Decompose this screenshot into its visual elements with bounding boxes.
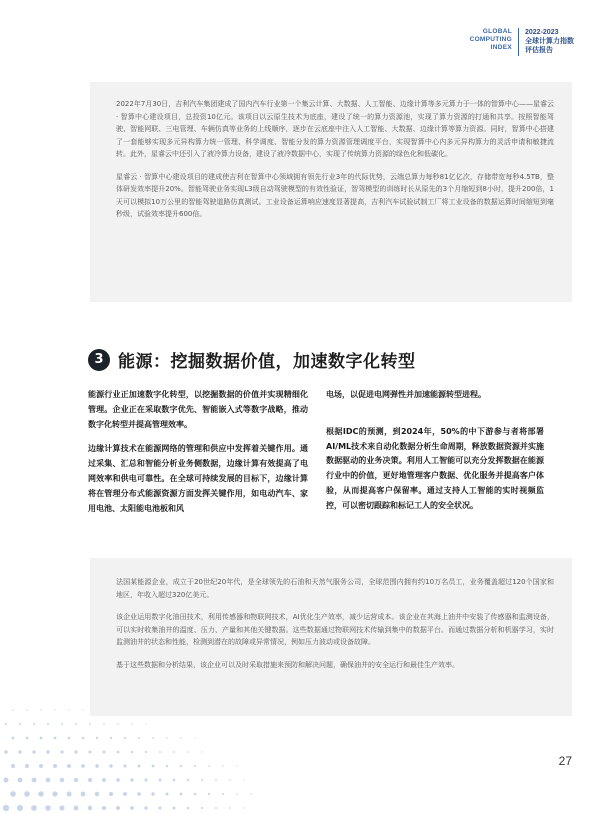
decorative-dot xyxy=(144,778,147,781)
decorative-dot xyxy=(18,778,23,783)
decorative-dot xyxy=(131,751,134,754)
decorative-dot xyxy=(68,709,69,710)
decorative-dot xyxy=(103,723,105,725)
decorative-dot xyxy=(95,764,99,768)
decorative-dot xyxy=(40,709,41,710)
decorative-dot xyxy=(130,778,133,781)
decorative-dot xyxy=(124,737,126,739)
decorative-dot xyxy=(137,764,140,767)
decorative-dot xyxy=(123,764,126,767)
decorative-dot xyxy=(180,793,183,796)
header-report-title xyxy=(519,28,574,55)
header-year: 2022-2023 xyxy=(525,29,559,36)
decorative-dot xyxy=(54,737,57,740)
decorative-dot xyxy=(158,806,161,809)
decorative-dot xyxy=(194,793,197,796)
decorative-dot xyxy=(82,737,85,740)
decorative-dot xyxy=(38,791,43,796)
decorative-dot xyxy=(75,723,77,725)
decorative-dot xyxy=(208,765,210,767)
section-number-badge: 3 xyxy=(88,349,110,371)
decorative-dot xyxy=(138,737,140,739)
body-right-paragraph-2: 根据IDC的预测，到2024年，50%的中下游参与者将部署AI/ML技术来自动化数据分析生命周期，释放数据资源并实施数据驱动的业务决策。利用人工智能可以充分发挥数据在能源行业中的价值，更好地管理客户数据、优化服务并提高客户体验，从而提高客户保留率。通过支持人工智能的实时视频监控，可以密切跟踪和标记工人的安全状况。 xyxy=(326,426,544,510)
decorative-dot xyxy=(4,778,9,783)
case-box-geely xyxy=(90,82,572,302)
decorative-dot xyxy=(180,765,182,767)
decorative-dot xyxy=(60,778,65,783)
decorative-dot xyxy=(236,765,237,766)
body-left-paragraph-2: 边缘计算技术在能源网络的管理和供应中发挥着关键作用。通过采集、汇总和智能分析业务侧数据，边缘计算有效提高了电网效率和供电可靠性。在全球可持续发展的目标下，边缘计算将在管理分布式能源资源方面发挥关键作用，如电动汽车、家用电池、太阳能电池板和风 xyxy=(88,444,308,513)
decorative-dot xyxy=(102,806,106,810)
decorative-dot xyxy=(215,779,217,781)
decorative-dot xyxy=(166,737,168,739)
decorative-dot xyxy=(109,792,113,796)
decorative-dot xyxy=(173,779,176,782)
decorative-dot xyxy=(12,737,15,740)
decorative-dot xyxy=(180,737,181,738)
decorative-dot xyxy=(74,750,77,753)
decorative-dot xyxy=(53,764,57,768)
decorative-dot xyxy=(46,750,49,753)
decorative-dot xyxy=(109,764,112,767)
decorative-dot xyxy=(145,751,147,753)
decorative-dot xyxy=(47,723,49,725)
section-heading xyxy=(88,347,416,372)
decorative-dot xyxy=(61,723,63,725)
decorative-dot xyxy=(25,764,29,768)
decorative-dot xyxy=(229,779,231,781)
decorative-dot xyxy=(173,807,176,810)
decorative-dot xyxy=(201,807,203,809)
decorative-dot xyxy=(10,791,16,797)
decorative-dot xyxy=(12,709,13,710)
case-geely-paragraph-2: 星睿云 · 智算中心建设项目的建成使吉利在智算中心领域拥有领先行业3年的代际优势，云端总算力每秒81亿亿次，存储带宽每秒4.5TB，整体研发效率提升20%。智能驾驶业务实现L3级自动驾驶模型的有效性验证，智驾模型的训练时长从原先的3个月缩短到8小时，提升200倍，1天可以模拟10万公里的智能驾驶道路仿真测试。工业设备运算响应速度显著提高，吉利汽车试验试制工厂将工业设备的数据运算时间缩短到毫秒级，试验效率提升600倍。 xyxy=(116,172,554,218)
decorative-dot xyxy=(137,792,141,796)
decorative-dot xyxy=(201,779,203,781)
decorative-dot xyxy=(187,751,189,753)
section-title: 能源：挖掘数据价值，加速数字化转型 xyxy=(118,352,416,372)
decorative-dot xyxy=(40,737,43,740)
case-energy-paragraph-2: 该企业运用数字化油田技术，利用传感器和物联网技术，AI优化生产效率，减少运营成本。该企业在其海上油井中安装了传感器和监测设备，可以实时收集油井的温度、压力、产量和其他关键数据。这些数据通过物联网技术传输到集中的数据平台。而通过数据分析和机器学习，实时监测油井的状态和性能，检测到潜在的故障或异常情况，例如压力波动或设备故障。 xyxy=(116,613,554,646)
decorative-dot xyxy=(82,709,83,710)
page-number: 27 xyxy=(558,754,572,768)
decorative-dot xyxy=(3,805,9,811)
header-line-index: INDEX xyxy=(490,44,512,51)
decorative-dot xyxy=(102,778,106,782)
decorative-dot xyxy=(68,737,71,740)
decorative-dot xyxy=(88,806,93,811)
decorative-dot-pattern xyxy=(0,664,300,814)
case-energy-paragraph-3: 基于这些数据和分析结果，该企业可以及时采取措施来预防和解决问题，确保油井的安全运行和最佳生产效率。 xyxy=(116,660,459,669)
decorative-dot xyxy=(17,805,23,811)
report-header xyxy=(470,28,574,56)
decorative-dot xyxy=(32,778,37,783)
decorative-dot xyxy=(26,709,27,710)
decorative-dot xyxy=(26,737,29,740)
decorative-dot xyxy=(130,806,134,810)
decorative-dot xyxy=(74,806,79,811)
decorative-dot xyxy=(222,765,224,767)
decorative-dot xyxy=(201,751,202,752)
body-column-left xyxy=(88,388,308,516)
decorative-dot xyxy=(194,765,196,767)
decorative-dot xyxy=(67,764,71,768)
decorative-dot xyxy=(89,723,91,725)
decorative-dot xyxy=(229,807,231,809)
case-energy-paragraph-1: 法国某能源企业，成立于20世纪20年代，是全球领先的石油和天然气服务公司，全球范围内拥有约10万名员工，业务覆盖超过120个国家和地区，年收入超过320亿美元。 xyxy=(116,578,554,599)
decorative-dot xyxy=(117,751,120,754)
decorative-dot xyxy=(39,764,43,768)
decorative-dot xyxy=(116,806,120,810)
body-left-paragraph-1: 能源行业正加速数字化转型，以挖掘数据的价值并实现精细化管理。企业正在采取数字优先、智能嵌入式等数字战略，推动数字化转型并提高管理效率。 xyxy=(88,390,308,429)
decorative-dot xyxy=(46,778,51,783)
body-column-right xyxy=(326,388,544,514)
decorative-dot xyxy=(131,723,132,724)
header-title-line2: 评估报告 xyxy=(525,46,553,54)
header-title-line1: 全球计算力指数 xyxy=(525,37,574,45)
decorative-dot xyxy=(152,765,155,768)
decorative-dot xyxy=(88,778,92,782)
decorative-dot xyxy=(159,751,161,753)
decorative-dot xyxy=(166,765,169,768)
decorative-dot xyxy=(74,778,78,782)
decorative-dot xyxy=(165,792,168,795)
decorative-dot xyxy=(145,723,146,724)
decorative-dot xyxy=(243,779,244,780)
decorative-dot xyxy=(24,791,30,797)
decorative-dot xyxy=(208,793,210,795)
decorative-dot xyxy=(19,723,21,725)
body-right-paragraph-1: 电场，以促进电网弹性并加速能源转型进程。 xyxy=(326,390,486,399)
decorative-dot xyxy=(54,709,55,710)
decorative-dot xyxy=(215,807,217,809)
decorative-dot xyxy=(110,737,112,739)
decorative-dot xyxy=(236,793,238,795)
header-line-global: GLOBAL xyxy=(482,28,512,35)
decorative-dot xyxy=(117,723,119,725)
decorative-dot xyxy=(116,778,120,782)
decorative-dot xyxy=(45,805,51,811)
header-index-name xyxy=(470,28,518,52)
decorative-dot xyxy=(173,751,175,753)
decorative-dot xyxy=(194,737,195,738)
decorative-dot xyxy=(96,737,98,739)
header-line-computing: COMPUTING xyxy=(469,36,512,43)
decorative-dot xyxy=(187,807,190,810)
decorative-dot xyxy=(59,805,64,810)
case-geely-paragraph-1: 2022年7月30日，吉利汽车集团建成了国内汽车行业第一个集云计算、大数据、人工智能、边缘计算等多元算力于一体的智算中心——星睿云 · 智算中心建设项目，总投资10亿元。该项目以云原生技术为底座，建设了统一的算力资源池，实现了算力资源的打通和共享。按照智能驾驶、智能网联、三电管理、车辆仿真等业务的上线顺序，逐步在云底座中注入人工智能、大数据、边缘计算等算力资源。同时，智算中心搭建了一套能够实现多元异构算力统一管理、科学调度、智能分发的算力资源管理调度平台，实现智算中心内多元异构算力的灵活申请和敏捷流转。此外，星睿云中还引入了液冷算力设备，建设了液冷数据中心，实现了传统算力资源的绿色化和低碳化。 xyxy=(116,100,554,158)
decorative-dot xyxy=(4,750,8,754)
decorative-dot xyxy=(159,779,162,782)
decorative-dot xyxy=(250,793,251,794)
decorative-dot xyxy=(52,791,57,796)
decorative-dot xyxy=(81,792,86,797)
decorative-dot xyxy=(103,751,106,754)
decorative-dot xyxy=(66,791,71,796)
decorative-dot xyxy=(18,750,22,754)
decorative-dot xyxy=(151,792,154,795)
decorative-dot xyxy=(33,723,35,725)
decorative-dot xyxy=(81,764,85,768)
decorative-dot xyxy=(11,764,15,768)
decorative-dot xyxy=(95,792,100,797)
decorative-dot xyxy=(152,737,154,739)
decorative-dot xyxy=(222,793,224,795)
decorative-dot xyxy=(123,792,127,796)
decorative-dot xyxy=(32,750,36,754)
decorative-dot xyxy=(144,806,148,810)
decorative-dot xyxy=(243,807,244,808)
decorative-dot xyxy=(88,750,91,753)
decorative-dot xyxy=(60,750,63,753)
decorative-dot xyxy=(5,723,7,725)
decorative-dot xyxy=(31,805,37,811)
decorative-dot xyxy=(187,779,189,781)
